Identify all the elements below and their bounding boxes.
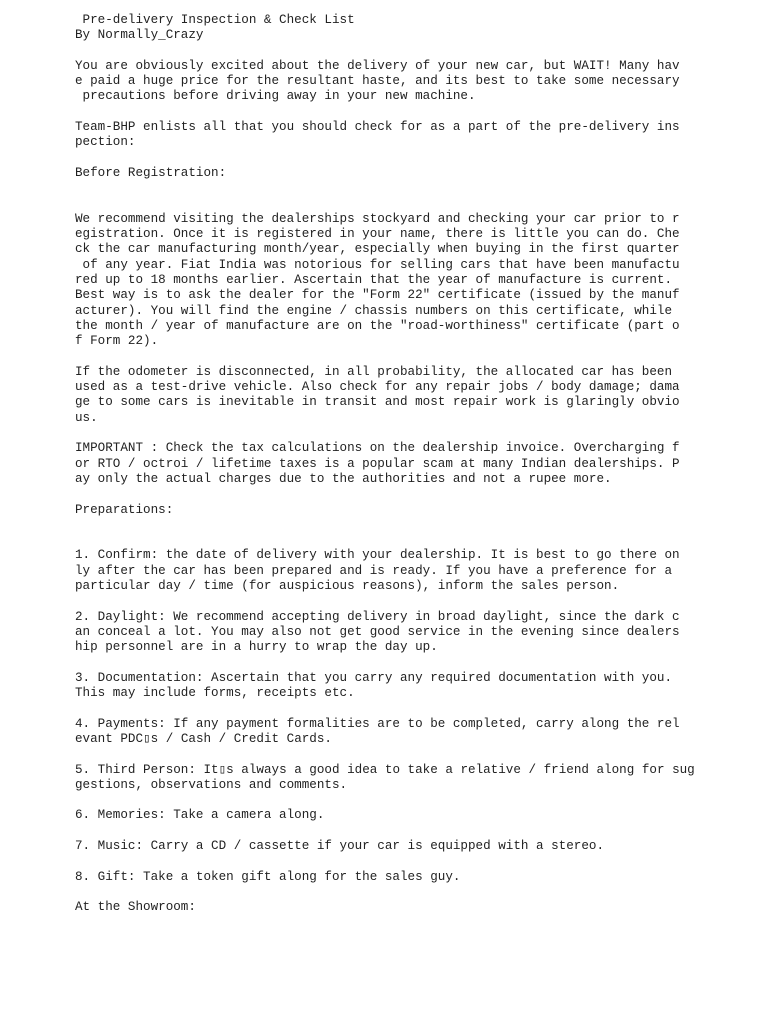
paragraph-line: ly after the car has been prepared and is ready. If you have a preference for a xyxy=(75,563,673,578)
paragraph-line: We recommend visiting the dealerships stockyard and checking your car prior to r xyxy=(75,211,680,226)
enlists-paragraph xyxy=(75,120,755,151)
paragraph-line: acturer). You will find the engine / chassis numbers on this certificate, while xyxy=(75,303,673,318)
paragraph-line: pection: xyxy=(75,135,136,150)
paragraph-line: 5. Third Person: It▯s always a good idea to take a relative / friend along for sug xyxy=(75,762,695,777)
paragraph-line: egistration. Once it is registered in your name, there is little you can do. Che xyxy=(75,227,680,242)
section-heading-preparations: Preparations: xyxy=(75,502,174,517)
paragraph-line: f Form 22). xyxy=(75,334,159,349)
paragraph-line: us. xyxy=(75,410,98,425)
paragraph-line: ge to some cars is inevitable in transit and most repair work is glaringly obvio xyxy=(75,395,680,410)
document-page xyxy=(75,13,755,916)
paragraph-line: particular day / time (for auspicious reasons), inform the sales person. xyxy=(75,578,620,593)
paragraph-line: of any year. Fiat India was notorious for selling cars that have been manufactu xyxy=(75,257,680,272)
list-item xyxy=(75,717,755,748)
paragraph-line: precautions before driving away in your new machine. xyxy=(75,89,476,104)
paragraph-line: If the odometer is disconnected, in all probability, the allocated car has been xyxy=(75,364,673,379)
paragraph-line: Team-BHP enlists all that you should check for as a part of the pre-delivery ins xyxy=(75,120,680,135)
odometer-paragraph xyxy=(75,365,755,426)
paragraph-line: IMPORTANT : Check the tax calculations on the dealership invoice. Overcharging f xyxy=(75,441,680,456)
important-paragraph xyxy=(75,441,755,487)
paragraph-line: the month / year of manufacture are on the "road-worthiness" certificate (part o xyxy=(75,318,680,333)
paragraph-line: e paid a huge price for the resultant haste, and its best to take some necessary xyxy=(75,74,680,89)
paragraph-line: 2. Daylight: We recommend accepting delivery in broad daylight, since the dark c xyxy=(75,609,680,624)
section-heading-before-registration: Before Registration: xyxy=(75,165,227,180)
paragraph-line: ay only the actual charges due to the authorities and not a rupee more. xyxy=(75,471,612,486)
paragraph-line: This may include forms, receipts etc. xyxy=(75,686,355,701)
list-item: 8. Gift: Take a token gift along for the sales guy. xyxy=(75,869,461,884)
paragraph-line: evant PDC▯s / Cash / Credit Cards. xyxy=(75,731,332,746)
stockyard-paragraph xyxy=(75,212,755,350)
paragraph-line: You are obviously excited about the delivery of your new car, but WAIT! Many hav xyxy=(75,58,680,73)
paragraph-line: ck the car manufacturing month/year, especially when buying in the first quarter xyxy=(75,242,680,257)
document-author: By Normally_Crazy xyxy=(75,28,204,43)
list-item: 6. Memories: Take a camera along. xyxy=(75,808,325,823)
paragraph-line: or RTO / octroi / lifetime taxes is a popular scam at many Indian dealerships. P xyxy=(75,456,680,471)
paragraph-line: 4. Payments: If any payment formalities are to be completed, carry along the rel xyxy=(75,716,680,731)
list-item xyxy=(75,763,755,794)
intro-paragraph xyxy=(75,59,755,105)
paragraph-line: red up to 18 months earlier. Ascertain that the year of manufacture is current. xyxy=(75,273,673,288)
paragraph-line: hip personnel are in a hurry to wrap the day up. xyxy=(75,640,438,655)
section-heading-showroom: At the Showroom: xyxy=(75,900,196,915)
list-item xyxy=(75,548,755,594)
paragraph-line: an conceal a lot. You may also not get good service in the evening since dealers xyxy=(75,624,680,639)
list-item xyxy=(75,671,755,702)
document-title: Pre-delivery Inspection & Check List xyxy=(75,13,355,27)
list-item xyxy=(75,610,755,656)
paragraph-line: gestions, observations and comments. xyxy=(75,777,348,792)
list-item: 7. Music: Carry a CD / cassette if your car is equipped with a stereo. xyxy=(75,839,605,854)
paragraph-line: used as a test-drive vehicle. Also check for any repair jobs / body damage; dama xyxy=(75,380,680,395)
paragraph-line: Best way is to ask the dealer for the "Form 22" certificate (issued by the manuf xyxy=(75,288,680,303)
paragraph-line: 3. Documentation: Ascertain that you carry any required documentation with you. xyxy=(75,670,673,685)
paragraph-line: 1. Confirm: the date of delivery with your dealership. It is best to go there on xyxy=(75,548,680,563)
